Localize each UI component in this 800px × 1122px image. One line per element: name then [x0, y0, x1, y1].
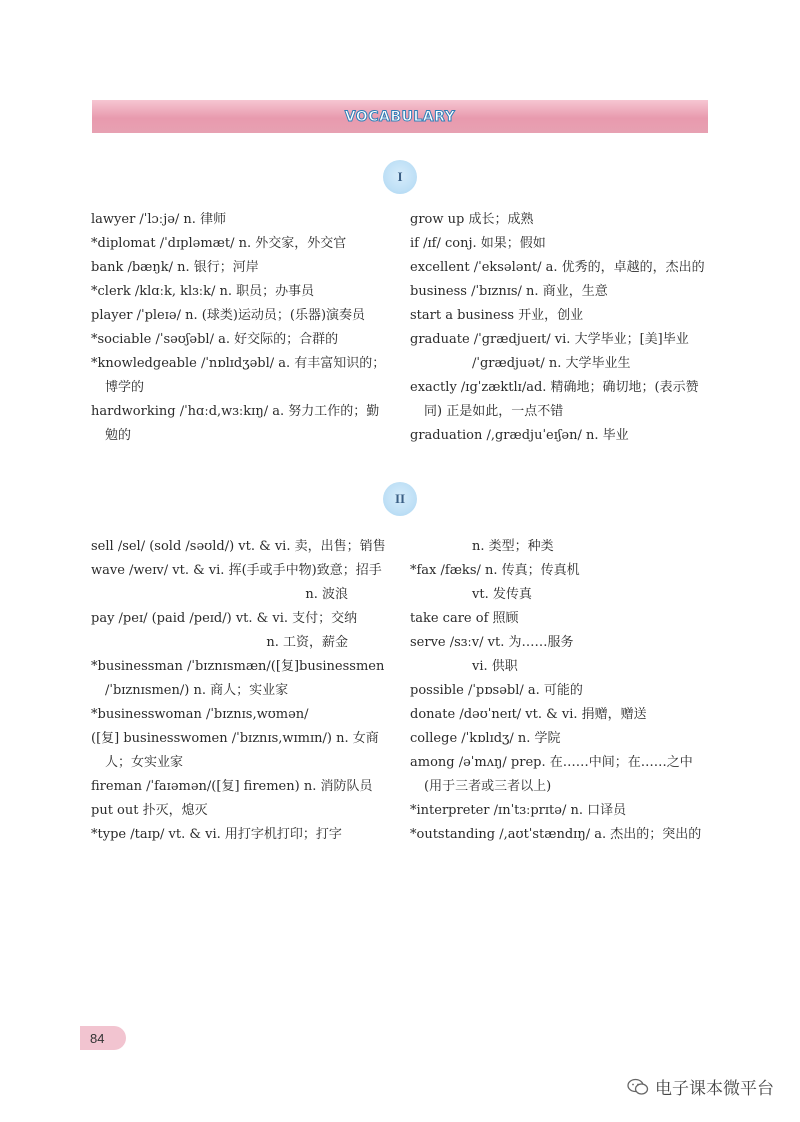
- vocab-entry: n. 波浪: [305, 587, 348, 602]
- vocab-entry: start a business 开业，创业: [410, 308, 584, 323]
- vocab-entry: *type /taɪp/ vt. & vi. 用打字机打印；打字: [91, 827, 342, 842]
- vocab-entry: ([复] businesswomen /ˈbɪznɪs,wɪmɪn/) n. 女商: [91, 731, 379, 746]
- vocab-entry: fireman /ˈfaɪəmən/([复] firemen) n. 消防队员: [91, 779, 373, 794]
- vocab-entry: n. 工资，薪金: [266, 635, 348, 650]
- watermark: [627, 1074, 774, 1099]
- unit-badge-2: II: [383, 482, 417, 516]
- vocab-entry: lawyer /ˈlɔːjə/ n. 律师: [91, 212, 227, 227]
- vocab-entry: 同) 正是如此，一点不错: [424, 404, 564, 419]
- vocab-entry: *businessman /ˈbɪznɪsmæn/([复]businessmen: [91, 659, 385, 674]
- vocab-entry: take care of 照顾: [410, 611, 519, 626]
- vocab-entry: put out 扑灭，熄灭: [91, 803, 208, 818]
- vocab-entry: player /ˈpleɪə/ n. (球类)运动员；(乐器)演奏员: [91, 308, 366, 323]
- vocab-entry: *diplomat /ˈdɪpləmæt/ n. 外交家，外交官: [91, 236, 347, 251]
- vocab-entry: *outstanding /,aʊtˈstændɪŋ/ a. 杰出的；突出的: [410, 827, 702, 842]
- page-number: 84: [90, 1030, 105, 1046]
- vocab-entry: 人；女实业家: [105, 755, 184, 770]
- vocabulary-banner: [92, 100, 708, 133]
- page-number-tab: [80, 1026, 126, 1050]
- vocab-entry: donate /dəʊˈneɪt/ vt. & vi. 捐赠，赠送: [410, 707, 647, 722]
- vocab-entry: serve /sɜːv/ vt. 为……服务: [410, 635, 574, 650]
- vocab-entry: hardworking /ˈhɑːd,wɜːkɪŋ/ a. 努力工作的；勤: [91, 404, 380, 419]
- vocab-entry: if /ɪf/ conj. 如果；假如: [410, 236, 546, 251]
- vocab-entry: *clerk /klɑːk, klɜːk/ n. 职员；办事员: [91, 284, 315, 299]
- vocab-entry: grow up 成长；成熟: [410, 212, 534, 227]
- vocab-entry: /ˈbɪznɪsmen/) n. 商人；实业家: [105, 683, 289, 698]
- vocab-entry: 勉的: [105, 428, 132, 443]
- vocab-entry: 博学的: [105, 380, 145, 395]
- vocab-entry: graduation /,grædjuˈeɪʃən/ n. 毕业: [410, 428, 629, 443]
- vocab-entry: /ˈgrædjuət/ n. 大学毕业生: [472, 356, 631, 371]
- vocab-entry: sell /sel/ (sold /səʊld/) vt. & vi. 卖，出售；销售: [91, 539, 386, 554]
- vocab-entry: *businesswoman /ˈbɪznɪs,wʊmən/: [91, 707, 309, 722]
- vocab-entry: among /əˈmʌŋ/ prep. 在……中间；在……之中: [410, 755, 693, 770]
- vocab-entry: business /ˈbɪznɪs/ n. 商业，生意: [410, 284, 608, 299]
- vocab-entry: possible /ˈpɒsəbl/ a. 可能的: [410, 683, 583, 698]
- vocab-entry: vt. 发传真: [472, 587, 532, 602]
- vocab-entry: n. 类型；种类: [472, 539, 554, 554]
- section2-left-column: [91, 535, 396, 847]
- vocab-entry: excellent /ˈeksələnt/ a. 优秀的，卓越的，杰出的: [410, 260, 705, 275]
- vocab-entry: college /ˈkɒlɪdʒ/ n. 学院: [410, 731, 561, 746]
- vocab-entry: vi. 供职: [472, 659, 518, 674]
- vocab-entry: *fax /fæks/ n. 传真；传真机: [410, 563, 580, 578]
- banner-title: VOCABULARY: [344, 108, 456, 125]
- vocab-entry: *interpreter /ɪnˈtɜːprɪtə/ n. 口译员: [410, 803, 627, 818]
- section1-right-column: [410, 208, 715, 448]
- vocab-entry: exactly /ɪgˈzæktlɪ/ad. 精确地；确切地；(表示赞: [410, 380, 699, 395]
- unit-badge-1: I: [383, 160, 417, 194]
- section2-right-column: [410, 535, 715, 847]
- vocab-entry: *knowledgeable /ˈnɒlɪdʒəbl/ a. 有丰富知识的；: [91, 356, 386, 371]
- wechat-icon: [627, 1078, 649, 1096]
- vocab-entry: bank /bæŋk/ n. 银行；河岸: [91, 260, 259, 275]
- vocab-entry: pay /peɪ/ (paid /peɪd/) vt. & vi. 支付；交纳: [91, 611, 358, 626]
- vocab-entry: wave /weɪv/ vt. & vi. 挥(手或手中物)致意；招手: [91, 563, 382, 578]
- watermark-text: 电子课本微平台: [655, 1079, 774, 1099]
- vocab-entry: *sociable /ˈsəʊʃəbl/ a. 好交际的；合群的: [91, 332, 339, 347]
- vocab-entry: graduate /ˈgrædjueɪt/ vi. 大学毕业；[美]毕业: [410, 332, 689, 347]
- vocab-entry: (用于三者或三者以上): [424, 779, 552, 794]
- section1-left-column: [91, 208, 396, 448]
